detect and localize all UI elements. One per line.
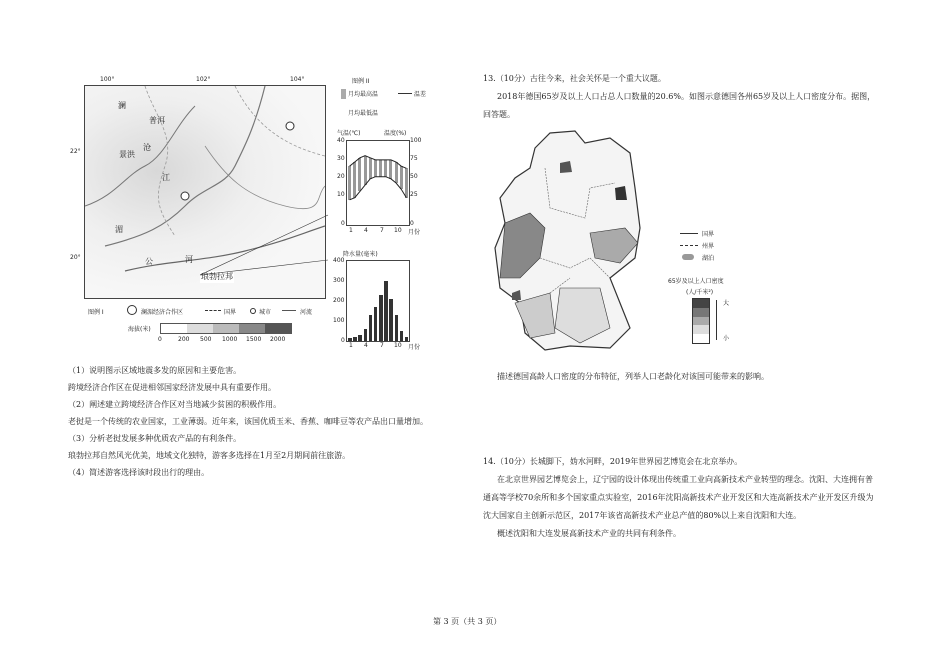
precipitation-bar (384, 281, 388, 341)
density-title: 65岁及以上人口密度 (668, 278, 724, 285)
temp-series-line (350, 156, 407, 169)
temp-range-legend-icon (398, 93, 412, 94)
density-scale (692, 298, 710, 344)
chart3-y-200: 200 (333, 297, 345, 304)
lon-label-100: 100° (100, 76, 115, 83)
density-arrow (716, 300, 717, 340)
left-text-7: （4）简述游客选择该时段出行的理由。 (68, 468, 210, 477)
precipitation-bar (369, 315, 373, 341)
legend-tmax: 月均最高温 (348, 91, 379, 98)
density-low: 小 (723, 335, 730, 342)
chart2-x-4: 4 (364, 227, 368, 234)
chart3-xunit: 月份 (408, 344, 421, 351)
chart3-y-0: 0 (341, 337, 345, 344)
precipitation-bar (358, 335, 362, 341)
legend-lake: 湖泊 (702, 255, 715, 262)
city-icon (250, 308, 256, 314)
q14-para-3: 沈大国家自主创新示范区，2017年该省高新技术产业总产值的80%以上来自沈阳和大连。 (483, 511, 802, 520)
chart2-title: 图例 II (352, 78, 370, 85)
place-luang-prabang: 琅勃拉邦 (201, 272, 233, 281)
elevation-scale (160, 323, 292, 334)
legend-city: 城市 (259, 309, 272, 316)
place-gong: 公 (145, 257, 153, 266)
precipitation-bar (395, 315, 399, 341)
precipitation-bar (405, 337, 409, 341)
state-border-icon (680, 245, 698, 246)
elev-tick-200: 200 (178, 336, 190, 343)
elev-tick-1500: 1500 (246, 336, 262, 343)
national-border-icon (680, 233, 698, 234)
elev-tick-2000: 2000 (270, 336, 286, 343)
page-footer: 第 3 页（共 3 页） (433, 617, 502, 626)
temp-lines (347, 141, 409, 225)
precipitation-bar (379, 295, 383, 341)
elev-tick-500: 500 (200, 336, 212, 343)
density-high: 大 (723, 300, 730, 307)
left-text-6: 琅勃拉邦自然风光优美，地域文化独特，游客多选择在1月至2月期间前往旅游。 (68, 451, 351, 460)
lake-icon (682, 254, 694, 260)
chart3-y-100: 100 (333, 317, 345, 324)
precipitation-bar (364, 329, 368, 341)
chart2-lt-0: 0 (341, 220, 345, 227)
cooperation-zone-icon (127, 305, 137, 315)
legend-range: 温差 (414, 91, 427, 98)
lat-label-20: 20° (70, 254, 81, 261)
left-text-3: （2）阐述建立跨境经济合作区对当地减少贫困的积极作用。 (68, 400, 282, 409)
elev-tick-1000: 1000 (222, 336, 238, 343)
legend-river: 河流 (300, 309, 313, 316)
lon-label-102: 102° (196, 76, 211, 83)
chart3-x-10: 10 (394, 342, 402, 349)
precipitation-bar (374, 307, 378, 341)
chart3-x-4: 4 (364, 342, 368, 349)
place-jiang: 江 (162, 173, 170, 182)
left-text-4: 老挝是一个传统的农业国家，工业薄弱。近年来，该国优质玉米、香蕉、咖啡豆等农产品出口量增加。 (68, 417, 428, 426)
chart3-y-300: 300 (333, 277, 345, 284)
q13-para-1b: 回答题。 (483, 110, 515, 119)
chart3-ylabel: 降水量(毫米) (343, 251, 378, 258)
elevation-label: 海拔(米) (128, 326, 151, 333)
q14-task: 概述沈阳和大连发展高新技术产业的共同有利条件。 (497, 529, 681, 538)
chart2-x-10: 10 (394, 227, 402, 234)
left-text-5: （3）分析老挝发展多种优质农产品的有利条件。 (68, 434, 242, 443)
legend-tmin: 月均最低温 (348, 110, 379, 117)
chart2-rt-75: 75 (410, 155, 418, 162)
place-cang: 沧 (143, 143, 151, 152)
density-unit: (人/千米²) (686, 289, 714, 296)
chart2-lt-30: 30 (337, 155, 345, 162)
temp-series-line (350, 177, 407, 200)
q14-para-2: 通高等学校70余所和多个国家重点实验室，2016年沈阳高新技术产业开发区和大连高新技术产业开发区升级为 (483, 493, 874, 502)
precipitation-chart (346, 260, 410, 342)
lon-label-104: 104° (290, 76, 305, 83)
q13-task: 描述德国高龄人口密度的分布特征，列举人口老龄化对该国可能带来的影响。 (497, 372, 769, 381)
temperature-chart (346, 140, 410, 226)
q13-heading: 13.（10分）古往今来，社会关怀是一个重大议题。 (483, 74, 666, 83)
q14-para-1: 在北京世界园艺博览会上，辽宁园的设计体现出传统重工业向高新技术产业转型的理念。沈阳、大连拥有普 (497, 475, 873, 484)
germany-map (490, 128, 660, 353)
chart2-rt-25: 25 (410, 191, 418, 198)
precipitation-bar (353, 337, 357, 341)
chart3-x-7: 7 (380, 342, 384, 349)
chart2-ylabel-left: 气温(℃) (337, 130, 361, 137)
place-mei: 湄 (115, 225, 123, 234)
river-icon (282, 310, 296, 311)
connector-lines (200, 200, 350, 290)
chart2-lt-20: 20 (337, 173, 345, 180)
q14-heading: 14.（10分）长城脚下，妫水河畔，2019年世界园艺博览会在北京举办。 (483, 457, 743, 466)
chart2-xunit: 月份 (408, 229, 421, 236)
left-text-1: （1）说明图示区域地震多发的原因和主要危害。 (68, 366, 242, 375)
q13-para-1a: 2018年德国65岁及以上人口占总人口数量的20.6%。如图示意德国各州65岁及以上人口密度分布。据图， (497, 92, 876, 101)
left-text-2: 跨境经济合作区在促进相邻国家经济发展中具有重要作用。 (68, 383, 276, 392)
tmax-legend-icon (341, 89, 346, 99)
chart2-lt-10: 10 (337, 191, 345, 198)
chart3-x-1: 1 (349, 342, 353, 349)
precipitation-bar (348, 338, 352, 341)
lat-label-22: 22° (70, 148, 81, 155)
place-he: 河 (185, 255, 193, 264)
chart2-x-7: 7 (380, 227, 384, 234)
precipitation-bar (400, 331, 404, 341)
legend-national-border: 国界 (702, 231, 715, 238)
place-jinghong: 景洪 (119, 150, 135, 159)
elev-tick-0: 0 (158, 336, 162, 343)
place-lan: 澜 (118, 101, 126, 110)
precipitation-bar (389, 299, 393, 341)
legend-border: 国界 (224, 309, 237, 316)
chart2-x-1: 1 (349, 227, 353, 234)
legend-state-border: 州界 (702, 243, 715, 250)
chart3-y-400: 400 (333, 257, 345, 264)
chart2-lt-40: 40 (337, 137, 345, 144)
border-line-icon (205, 310, 221, 311)
chart2-rt-100: 100 (410, 137, 422, 144)
chart2-rt-0: 0 (410, 220, 414, 227)
place-puer: 普洱 (149, 116, 165, 125)
legend-coop-zone: 澜湄经济合作区 (141, 309, 184, 316)
chart2-ylabel-right: 温度(%) (384, 130, 407, 137)
chart2-rt-50: 50 (410, 173, 418, 180)
map-legend-caption: 图例 I (88, 309, 104, 316)
